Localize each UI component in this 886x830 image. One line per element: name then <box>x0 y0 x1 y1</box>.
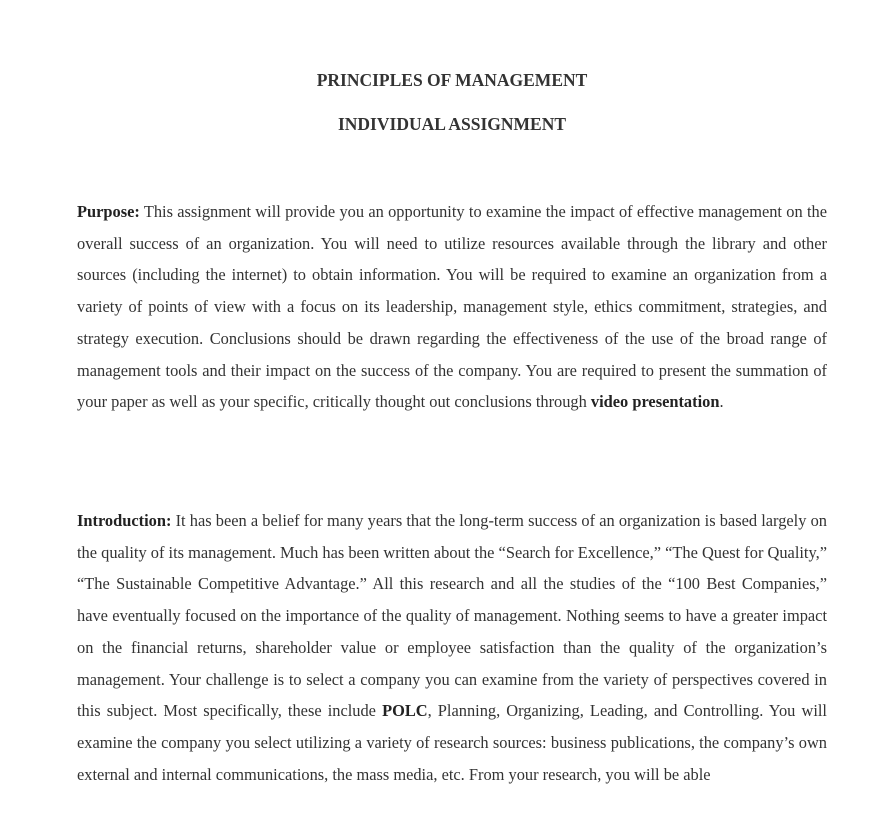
purpose-emphasis: video presentation <box>590 392 720 412</box>
document-subtitle: INDIVIDUAL ASSIGNMENT <box>337 114 567 134</box>
document-title: PRINCIPLES OF MANAGEMENT <box>316 70 588 90</box>
introduction-emphasis: POLC <box>382 701 428 721</box>
introduction-paragraph <box>77 505 827 790</box>
introduction-text-end: , Planning, Organizing, Leading, and Controlling. You will examine the company you select utilizing a variety of research sources: business publications, the company’s own external and internal communications, the mass media, etc. From your research, you will be able <box>77 701 827 784</box>
introduction-heading: Introduction: <box>77 511 172 530</box>
purpose-heading: Purpose: <box>77 202 140 221</box>
purpose-paragraph <box>77 196 827 418</box>
purpose-text-end: . <box>719 392 724 412</box>
purpose-text: This assignment will provide you an opportunity to examine the impact of effective management on the overall success of an organization. You will need to utilize resources available through the library and other sources (including the internet) to obtain information. You will be required to examine an organization from a variety of points of view with a focus on its leadership, management style, ethics commitment, strategies, and strategy execution. Conclusions should be drawn regarding the effectiveness of the use of the broad range of management tools and their impact on the success of the company. You are required to present the summation of your paper as well as your specific, critically thought out conclusions through <box>77 202 827 412</box>
introduction-text: It has been a belief for many years that the long-term success of an organization is based largely on the quality of its management. Much has been written about the “Search for Excellence,” “The Quest for Quality,” “The Sustainable Competitive Advantage.” All this research and all the studies of the “100 Best Companies,” have eventually focused on the importance of the quality of management. Nothing seems to have a greater impact on the financial returns, shareholder value or employee satisfaction than the quality of the organization’s management. Your challenge is to select a company you can examine from the variety of perspectives covered in this subject. Most specifically, these include <box>77 511 827 721</box>
